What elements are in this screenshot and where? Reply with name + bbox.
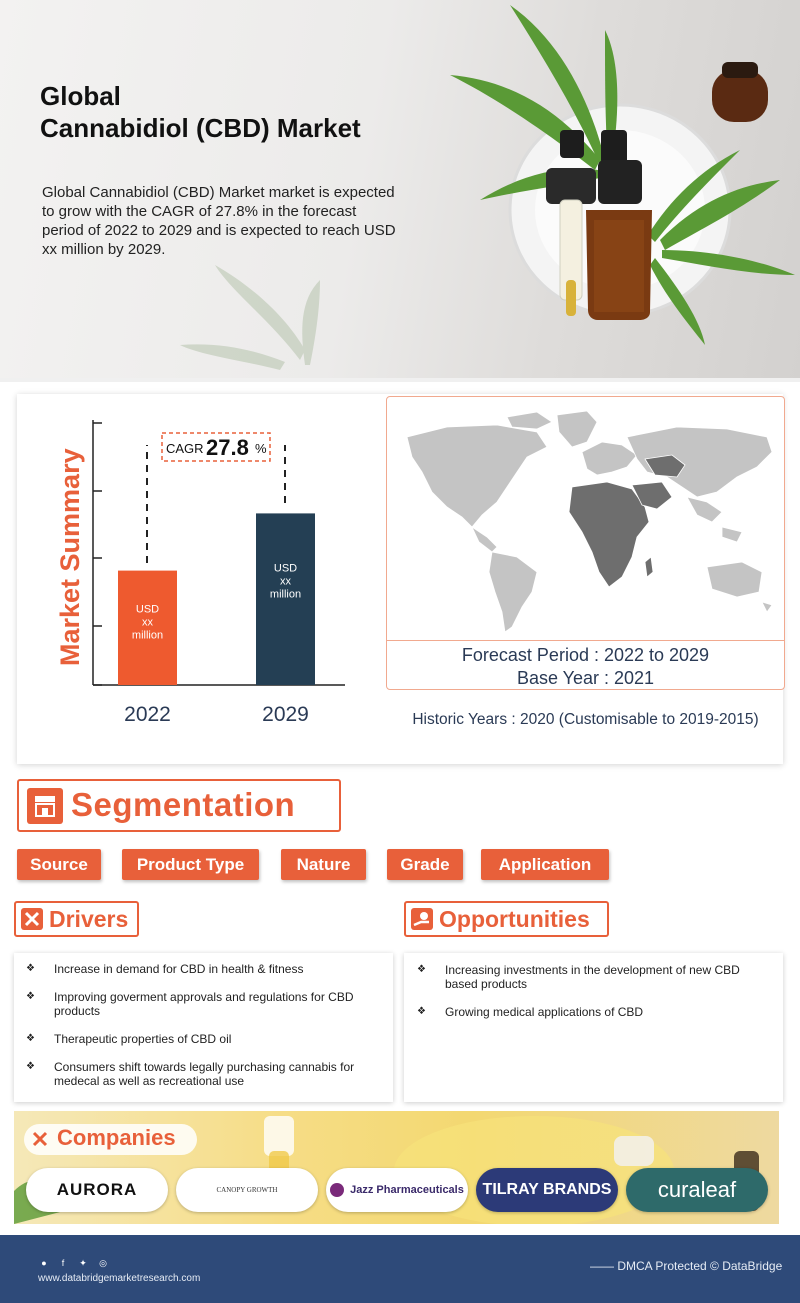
cagr-prefix: CAGR [166,441,204,456]
aurora-logo-text: AURORA [56,1180,138,1199]
logo-jazz [326,1168,468,1212]
hero-divider [0,378,800,382]
jazz-logo-text: Jazz Pharmaceuticals [350,1184,464,1196]
forecast-period: Forecast Period : 2022 to 2029 [461,645,710,665]
canopy-logo-text: CANOPY GROWTH [216,1186,278,1194]
tools-icon [30,1129,50,1149]
list-item: ❖ Increase in demand for CBD in health & fitness [26,962,304,976]
facebook-icon[interactable]: f [61,1258,65,1268]
hero-banner [0,0,800,382]
drivers-header [14,901,139,937]
segment-product-type[interactable]: Product Type [122,849,259,880]
map-divider [387,640,784,641]
bar-label-2022: million [131,629,164,642]
market-size-chart [80,415,360,735]
opportunities-header [404,901,609,937]
cagr-value: 27.8 [206,435,249,460]
drivers-title: Drivers [49,906,129,932]
whatsapp-icon[interactable]: ● [41,1258,47,1268]
forecast-info [386,644,785,690]
list-item: ❖ Therapeutic properties of CBD oil [26,1032,232,1046]
opportunities-title: Opportunities [439,906,590,932]
list-item: ❖ Improving goverment approvals and regulations for CBD products [26,990,354,1018]
x-tick-2029: 2029 [262,703,309,726]
bar-label-2022: xx [142,616,153,629]
logo-aurora [26,1168,168,1212]
logo-canopy-growth [176,1168,318,1212]
historic-years: Historic Years : 2020 (Customisable to 2019-2015) [412,711,759,728]
segmentation-title: Segmentation [71,786,296,823]
bar-label-2029: xx [280,575,291,588]
companies-title: Companies [57,1125,176,1150]
x-tick-2022: 2022 [124,703,171,726]
logo-curaleaf [626,1168,768,1212]
shop-icon [27,788,63,824]
bar-label-2022: USD [135,603,160,616]
instagram-icon[interactable]: ◎ [99,1258,107,1268]
base-year: Base Year : 2021 [516,668,655,688]
page-title [40,80,361,144]
list-item: ❖ Increasing investments in the development of new CBD based products [417,963,740,991]
title-line-2: Cannabidiol (CBD) Market [40,113,361,143]
jazz-mark-icon [330,1183,344,1197]
opportunities-list [404,953,783,1102]
segment-grade[interactable]: Grade [387,849,463,880]
title-line-1: Global [40,81,121,111]
website-link[interactable]: www.databridgemarketresearch.com [38,1273,201,1284]
wrench-icon [21,908,43,930]
hand-coin-icon [411,908,433,930]
segment-nature[interactable]: Nature [281,849,366,880]
segment-application[interactable]: Application [481,849,609,880]
twitter-icon[interactable]: ✦ [79,1258,87,1268]
drivers-list [14,953,393,1102]
world-map [387,397,783,637]
list-item: ❖ Growing medical applications of CBD [417,1005,644,1019]
bar-label-2029: million [269,588,302,601]
curaleaf-logo-text: curaleaf [657,1177,737,1202]
market-summary-text: Market Summary [55,448,85,666]
list-item: ❖ Consumers shift towards legally purchasing cannabis for medecal as well as recreational use [26,1060,355,1088]
market-description: Global Cannabidiol (CBD) Market market is expected to grow with the CAGR of 27.8% in the forecast period of 2022 to 2029 and is expected to reach USD xx million by 2029. [42,184,396,258]
segment-source[interactable]: Source [17,849,101,880]
bar-label-2029: USD [273,562,298,575]
dmca-notice: —— DMCA Protected © DataBridge [590,1259,783,1273]
logo-tilray [476,1168,618,1212]
tilray-logo-text: TILRAY BRANDS [482,1181,612,1198]
cagr-suffix: % [255,441,267,456]
segmentation-header [17,779,341,832]
